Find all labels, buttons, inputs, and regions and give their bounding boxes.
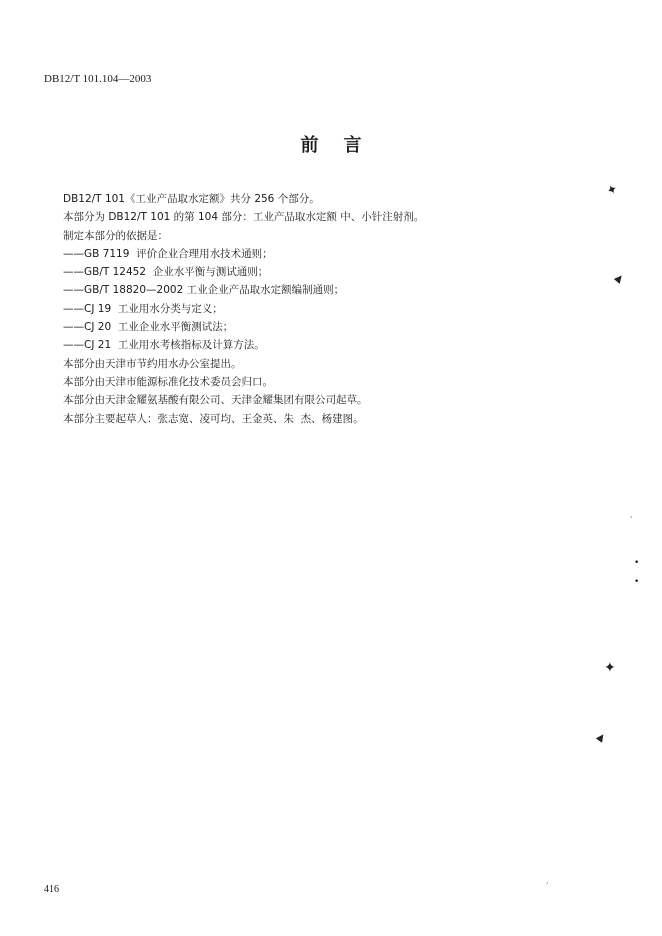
foreword-line: ——CJ 21 工业用水考核指标及计算方法。 bbox=[63, 339, 265, 352]
scan-speck: • bbox=[634, 577, 640, 587]
scan-speck: ✦ bbox=[604, 660, 616, 676]
foreword-line: 本部分由天津市能源标准化技术委员会归口。 bbox=[63, 375, 273, 388]
foreword-line: ——CJ 20 工业企业水平衡测试法； bbox=[63, 321, 234, 334]
foreword-line: ——GB/T 12452 企业水平衡与测试通则； bbox=[63, 266, 269, 279]
foreword-line: 本部分为 DB12/T 101 的第 104 部分：工业产品取水定额 中、小针注射剂。 bbox=[63, 211, 425, 224]
foreword-line: ——CJ 19 工业用水分类与定义； bbox=[63, 302, 223, 315]
scan-speck: ▲ bbox=[612, 271, 626, 286]
foreword-line: 制定本部分的依据是： bbox=[63, 229, 168, 242]
scan-speck: · bbox=[546, 879, 549, 888]
page-title: 前 言 bbox=[300, 135, 362, 156]
scan-speck: · bbox=[630, 513, 633, 522]
foreword-body bbox=[63, 190, 626, 428]
foreword-line: 本部分由天津市节约用水办公室提出。 bbox=[63, 357, 242, 370]
foreword-line: DB12/T 101《工业产品取水定额》共分 256 个部分。 bbox=[63, 193, 320, 205]
foreword-line: ——GB/T 18820—2002 工业企业产品取水定额编制通则； bbox=[63, 284, 345, 297]
scan-speck: • bbox=[634, 558, 640, 568]
scan-speck: ✦ bbox=[604, 181, 621, 200]
page-number: 416 bbox=[44, 884, 59, 895]
scan-speck: ▲ bbox=[594, 730, 608, 745]
document-code: DB12/T 101.104—2003 bbox=[44, 73, 152, 85]
foreword-line: 本部分由天津金耀氨基酸有限公司、天津金耀集团有限公司起草。 bbox=[63, 394, 368, 407]
foreword-line: ——GB 7119 评价企业合理用水技术通则； bbox=[63, 247, 273, 260]
foreword-line: 本部分主要起草人：张志宽、凌可均、王金英、朱 杰、杨建图。 bbox=[63, 412, 364, 425]
